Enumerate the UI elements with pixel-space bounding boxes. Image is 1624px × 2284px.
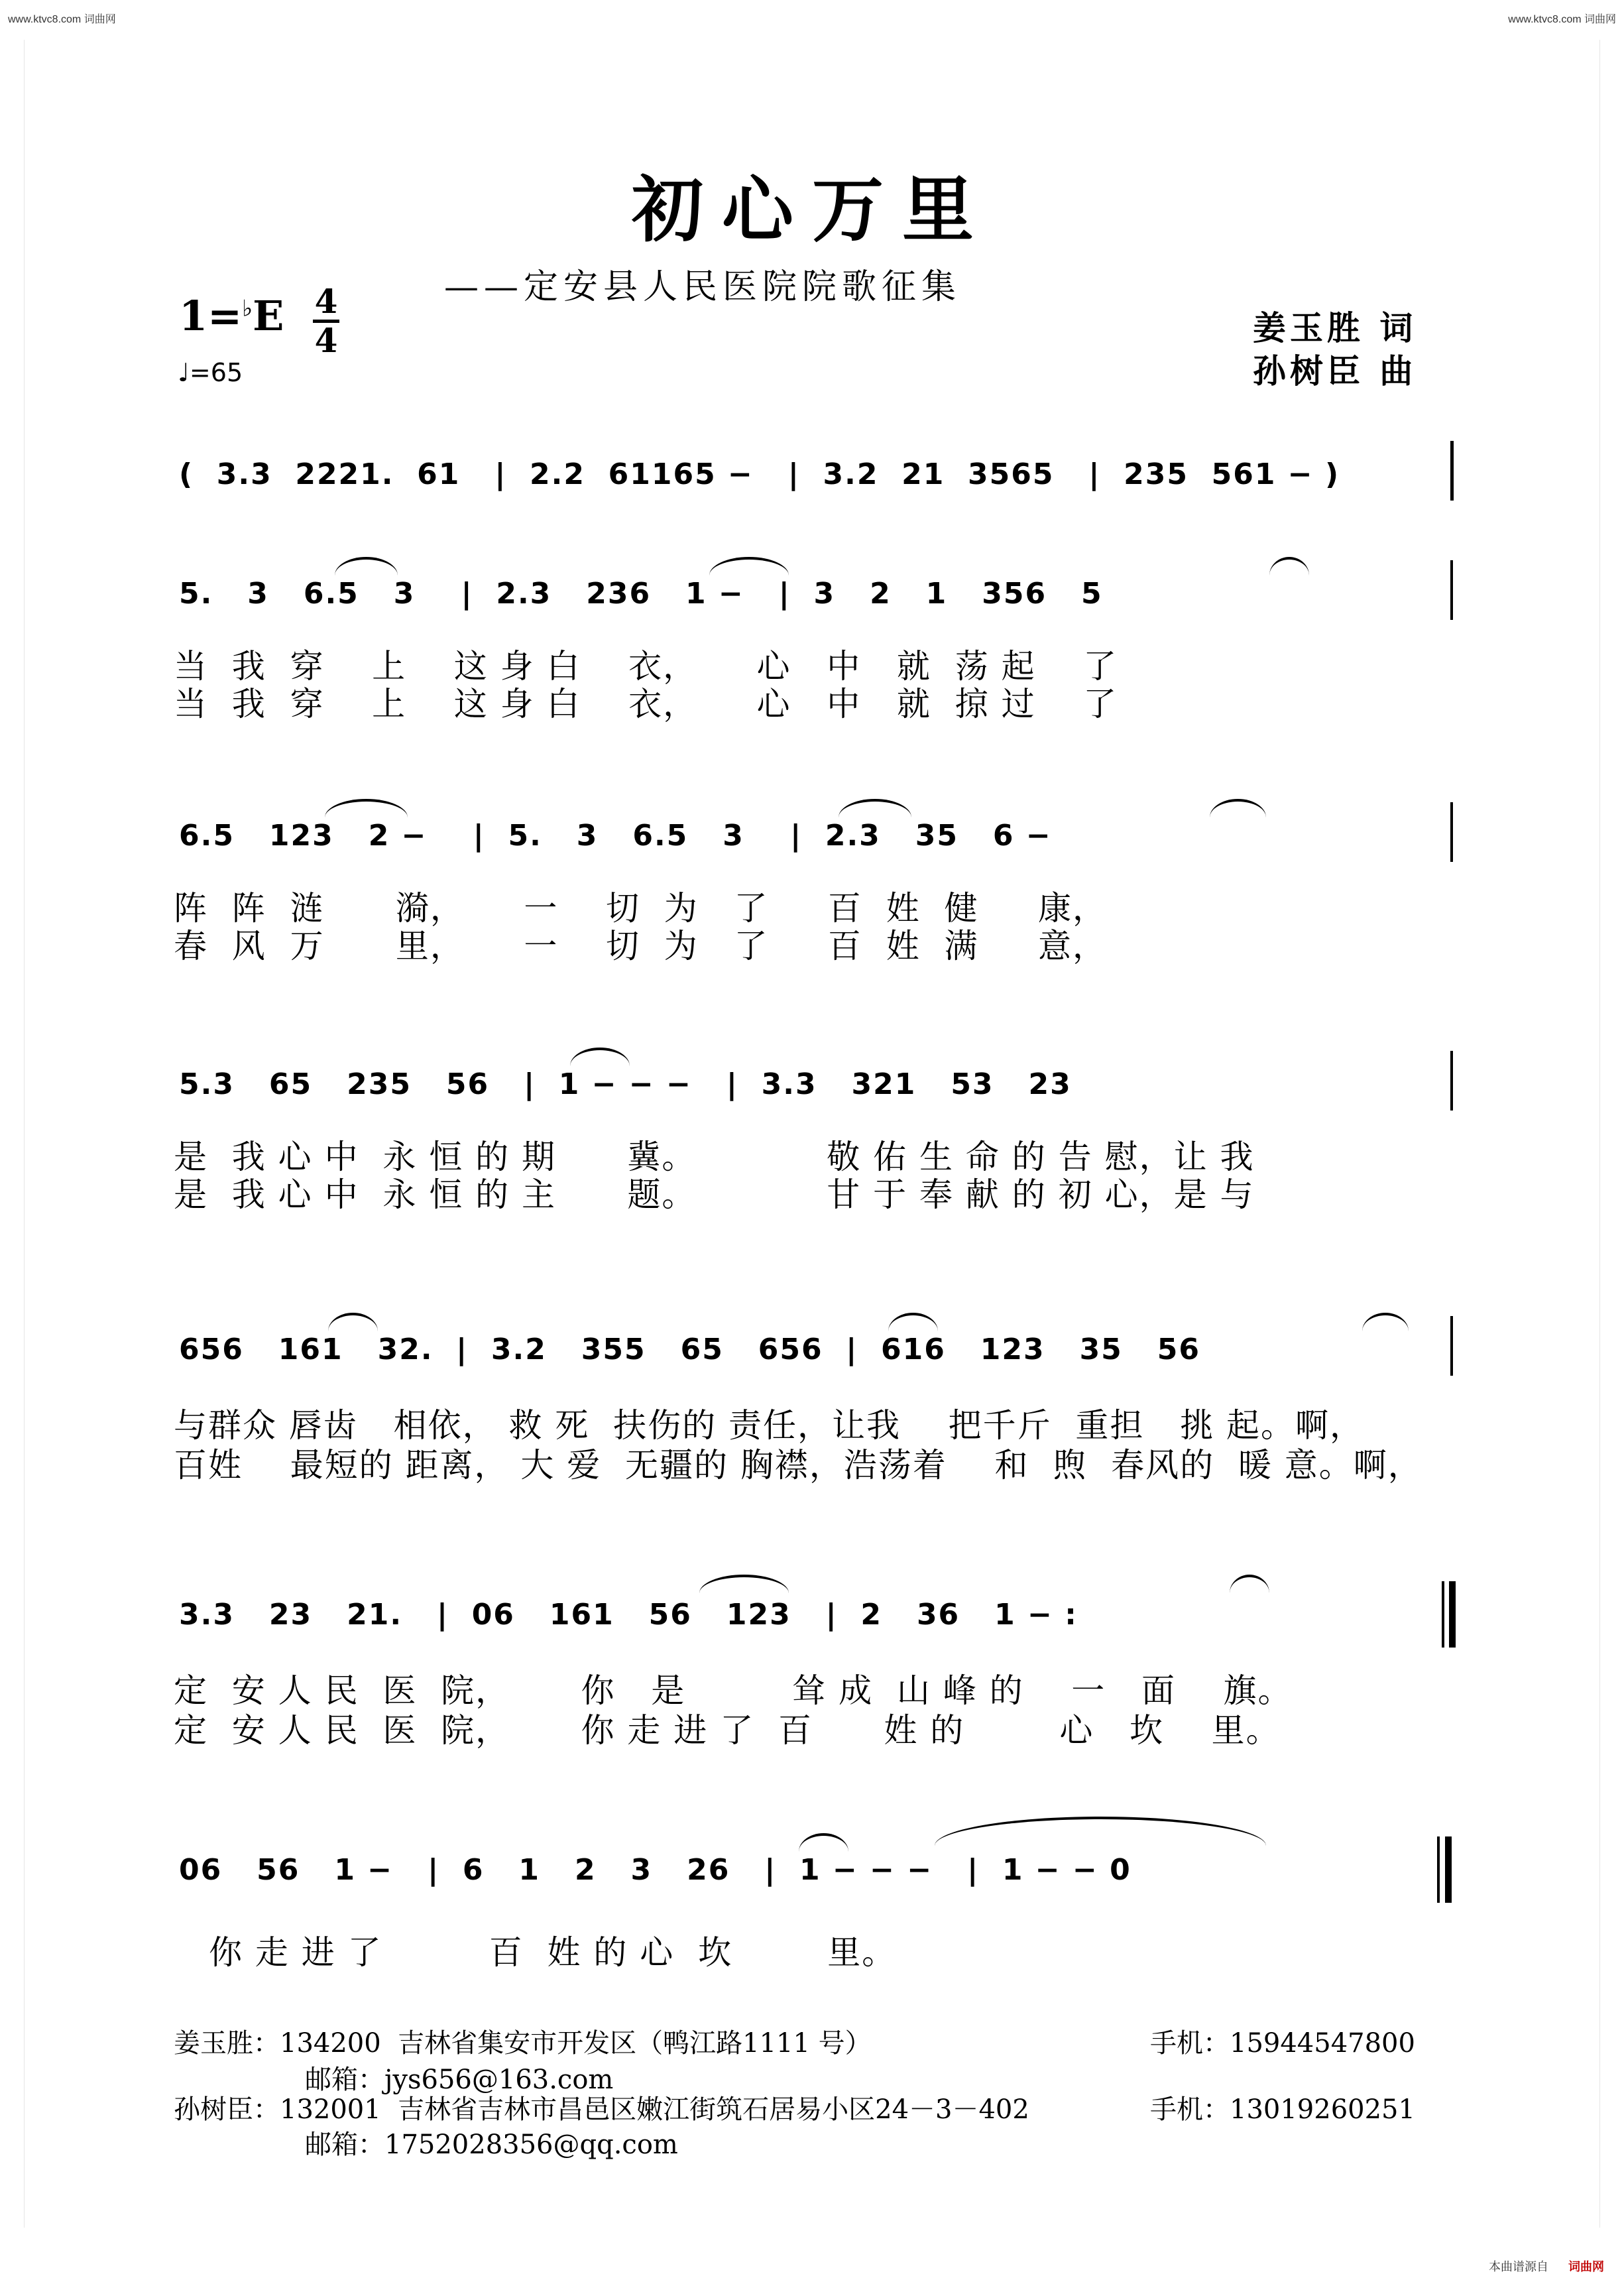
lyricist-email: 邮箱：jys656@163.com bbox=[305, 2065, 614, 2095]
source-footer bbox=[1489, 2257, 1604, 2275]
slur bbox=[1210, 799, 1266, 817]
time-denominator: 4 bbox=[314, 321, 338, 360]
bar-line bbox=[1450, 1316, 1453, 1376]
score-line-1-notes: ( 3.3 2221. 61 | 2.2 61165 − | 3.2 21 3565 | 235 561 − ) bbox=[179, 457, 1340, 491]
slur bbox=[888, 1313, 938, 1331]
slur bbox=[335, 557, 398, 575]
lyric-line-2-verse-1: 当 我 穿 上 这 身 白 衣， 心 中 就 荡 起 了 bbox=[174, 647, 1118, 686]
slur bbox=[1230, 1575, 1269, 1593]
score-line-7-notes: 06 56 1 − | 6 1 2 3 26 | 1 − − − | 1 − − 0 bbox=[179, 1853, 1131, 1887]
slur bbox=[570, 1048, 630, 1066]
slur bbox=[325, 799, 408, 817]
lyricist-phone: 手机：15944547800 bbox=[1150, 2028, 1415, 2059]
lyric-line-4-verse-2: 是 我 心 中 永 恒 的 主 题。 甘 于 奉 献 的 初 心，是 与 bbox=[174, 1175, 1255, 1214]
repeat-bar-thick bbox=[1449, 1581, 1456, 1648]
tie bbox=[935, 1817, 1266, 1846]
slur bbox=[799, 1833, 848, 1852]
composer-credit: 孙树臣 曲 bbox=[1253, 351, 1417, 391]
final-bar-thin bbox=[1437, 1836, 1440, 1903]
score-line-2-notes: 5. 3 6.5 3 | 2.3 236 1 − | 3 2 1 356 5 bbox=[179, 577, 1103, 611]
slur bbox=[1362, 1313, 1409, 1331]
lyric-line-6-verse-1: 定 安 人 民 医 院， 你 是 耸 成 山 峰 的 一 面 旗。 bbox=[174, 1671, 1293, 1710]
lyric-line-2-verse-2: 当 我 穿 上 这 身 白 衣， 心 中 就 掠 过 了 bbox=[174, 685, 1118, 723]
time-numerator: 4 bbox=[314, 282, 338, 321]
key-signature bbox=[179, 292, 284, 340]
lyric-line-6-verse-2: 定 安 人 民 医 院， 你 走 进 了 百 姓 的 心 坎 里。 bbox=[174, 1711, 1281, 1750]
lyric-line-4-verse-1: 是 我 心 中 永 恒 的 期 冀。 敬 佑 生 命 的 告 慰，让 我 bbox=[174, 1138, 1255, 1176]
slur bbox=[328, 1313, 378, 1331]
flat-sign: ♭ bbox=[242, 295, 253, 322]
slur bbox=[709, 557, 789, 575]
lyric-line-3-verse-1: 阵 阵 涟 漪， 一 切 为 了 百 姓 健 康， bbox=[174, 889, 1107, 928]
source-footer-text: 本曲谱源自 bbox=[1489, 2260, 1548, 2274]
key-label: 1= bbox=[179, 292, 243, 340]
lyric-line-5-verse-1: 与群众 唇齿 相依， 救 死 扶伤的 责任，让我 把千斤 重担 挑 起。啊， bbox=[174, 1406, 1364, 1445]
site-watermark-top-right: www.ktvc8.com 词曲网 bbox=[1508, 14, 1616, 25]
song-subtitle: ——定安县人民医院院歌征集 bbox=[444, 267, 962, 307]
slur bbox=[1269, 557, 1309, 575]
bar-line bbox=[1450, 802, 1453, 862]
song-title: 初心万里 bbox=[631, 168, 992, 252]
composer-email: 邮箱：1752028356@qq.com bbox=[305, 2130, 678, 2160]
lyric-line-7: 你 走 进 了 百 姓 的 心 坎 里。 bbox=[209, 1933, 897, 1972]
lyricist-credit: 姜玉胜 词 bbox=[1253, 308, 1417, 347]
slur bbox=[699, 1575, 789, 1593]
source-footer-brand: 词曲网 bbox=[1568, 2260, 1604, 2274]
bar-line bbox=[1450, 560, 1453, 620]
key-note: E bbox=[253, 292, 284, 340]
left-watermark-strip bbox=[5, 40, 25, 2228]
repeat-bar-thin bbox=[1442, 1581, 1444, 1648]
composer-phone: 手机：13019260251 bbox=[1150, 2094, 1415, 2125]
tempo-marking: ♩=65 bbox=[178, 358, 243, 387]
site-watermark-top-left: www.ktvc8.com 词曲网 bbox=[8, 14, 116, 25]
lyric-line-3-verse-2: 春 风 万 里， 一 切 为 了 百 姓 满 意， bbox=[174, 927, 1107, 965]
bar-line bbox=[1450, 441, 1454, 501]
slur bbox=[839, 799, 911, 817]
right-watermark-strip bbox=[1599, 40, 1619, 2228]
score-line-3-notes: 6.5 123 2 − | 5. 3 6.5 3 | 2.3 35 6 − bbox=[179, 819, 1052, 853]
bar-line bbox=[1450, 1051, 1453, 1111]
composer-contact: 孙树臣：132001 吉林省吉林市昌邑区嫩江街筑石居易小区24－3－402 bbox=[174, 2094, 1029, 2125]
time-signature bbox=[313, 282, 339, 360]
score-line-6-notes: 3.3 23 21. | 06 161 56 123 | 2 36 1 − : bbox=[179, 1598, 1078, 1632]
score-line-5-notes: 656 161 32. | 3.2 355 65 656 | 616 123 35 56 bbox=[179, 1333, 1200, 1366]
final-bar-thick bbox=[1445, 1836, 1452, 1903]
lyric-line-5-verse-2: 百姓 最短的 距离， 大 爱 无疆的 胸襟，浩荡着 和 煦 春风的 暖 意。啊， bbox=[174, 1446, 1422, 1484]
score-line-4-notes: 5.3 65 235 56 | 1 − − − | 3.3 321 53 23 bbox=[179, 1067, 1072, 1101]
lyricist-contact: 姜玉胜：134200 吉林省集安市开发区（鸭江路1111 号） bbox=[174, 2028, 872, 2059]
